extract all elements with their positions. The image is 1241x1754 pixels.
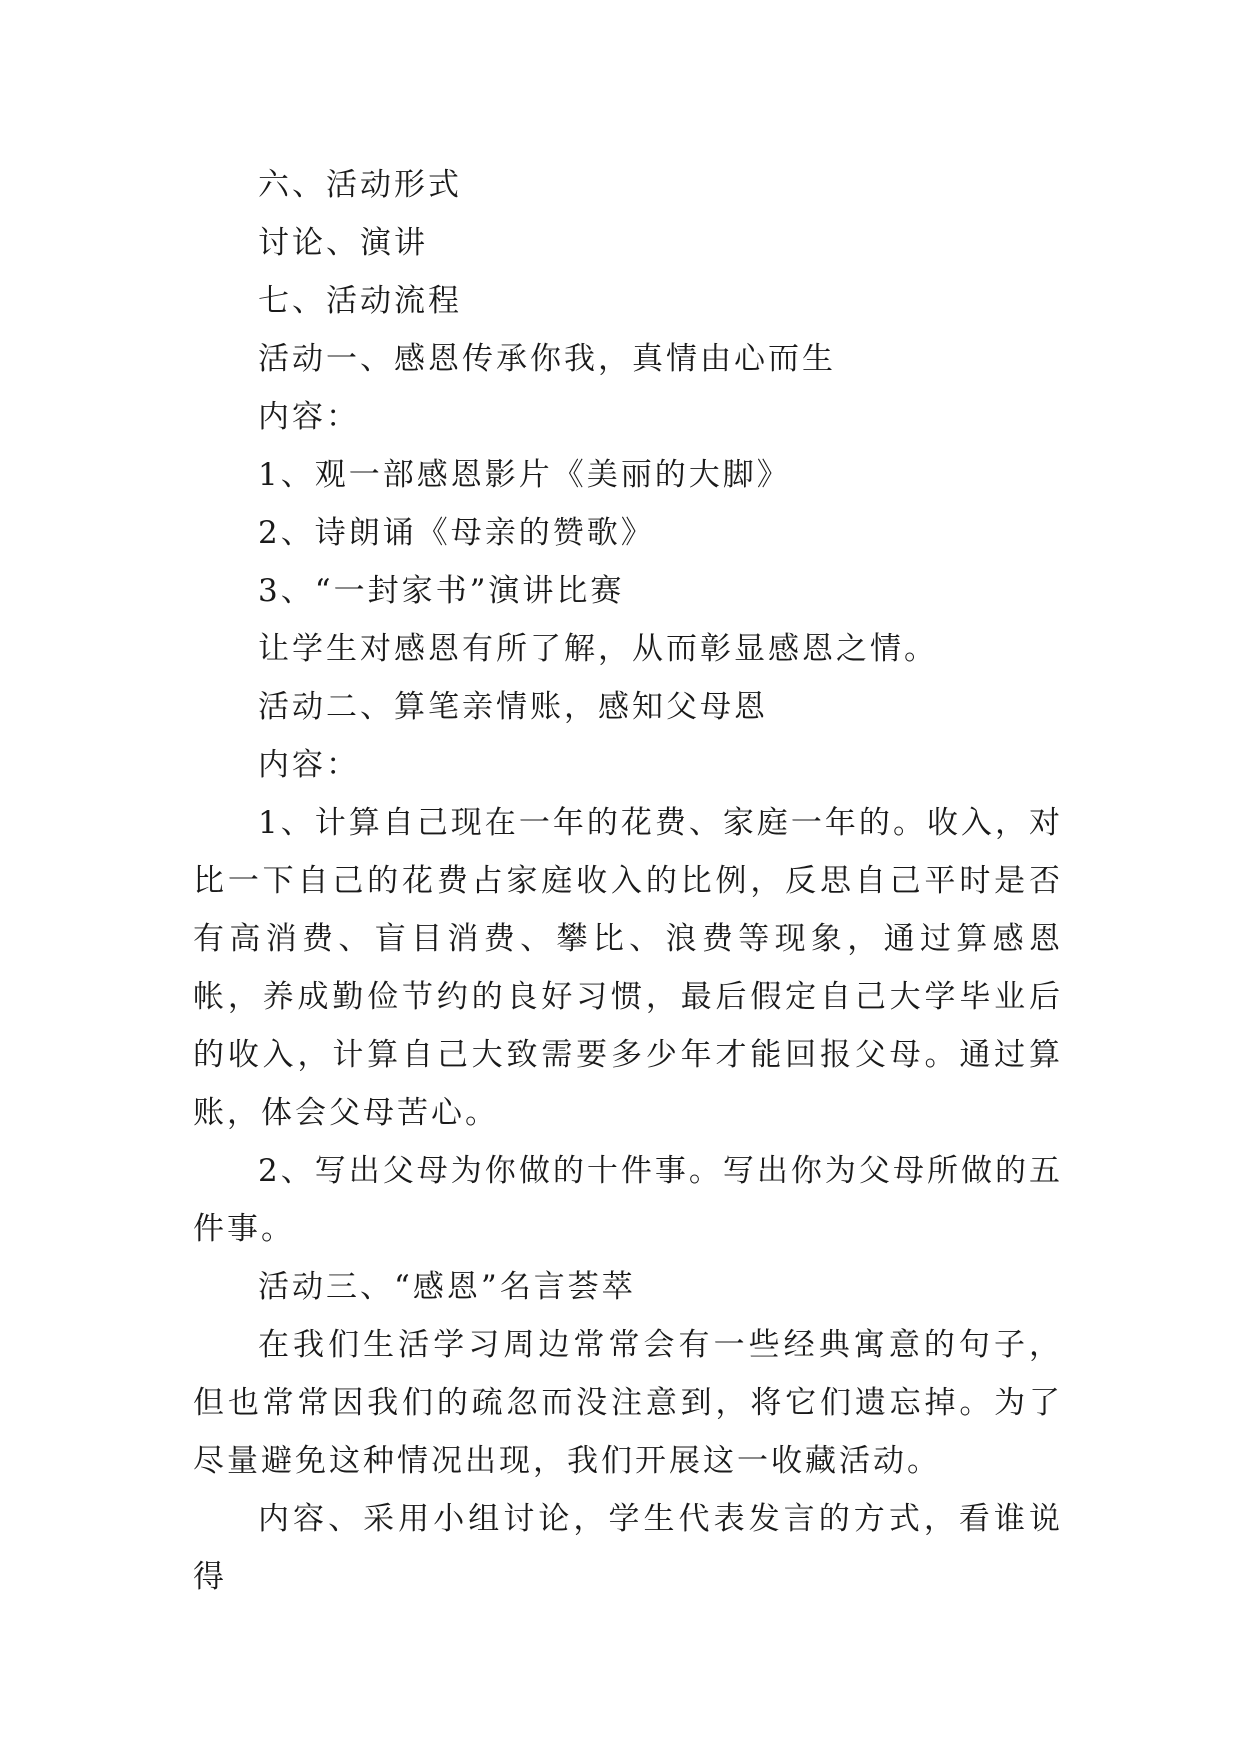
heading-activity-two: 活动二、算笔亲情账，感知父母恩 — [258, 689, 768, 725]
list-item: 1、计算自己现在一年的花费、家庭一年的。收入，对比一下自己的花费占家庭收入的比例，反思自己平时是否有高消费、盲目消费、攀比、浪费等现象，通过算感恩帐，养成勤俭节约的良好习惯，最后假定自己大学毕业后的收入，计算自己大致需要多少年才能回报父母。通过算账，体会父母苦心。 — [193, 805, 1063, 1131]
heading-activity-three: 活动三、“感恩”名言荟萃 — [258, 1269, 636, 1305]
paragraph-form-detail: 讨论、演讲 — [258, 225, 428, 261]
heading-activity-one: 活动一、感恩传承你我，真情由心而生 — [258, 341, 836, 377]
heading-activity-form: 六、活动形式 — [258, 167, 462, 203]
paragraph-body: 在我们生活学习周边常常会有一些经典寓意的句子，但也常常因我们的疏忽而没注意到，将它们遗忘掉。为了尽量避免这种情况出现，我们开展这一收藏活动。 — [193, 1327, 1063, 1479]
list-item: 2、写出父母为你做的十件事。写出你为父母所做的五件事。 — [193, 1153, 1063, 1247]
label-content: 内容： — [258, 399, 360, 435]
list-item: 2、诗朗诵《母亲的赞歌》 — [258, 515, 655, 551]
paragraph-purpose: 让学生对感恩有所了解，从而彰显感恩之情。 — [258, 631, 938, 667]
heading-activity-process: 七、活动流程 — [258, 283, 462, 319]
list-item: 3、“一封家书”演讲比赛 — [258, 573, 625, 609]
list-item: 1、观一部感恩影片《美丽的大脚》 — [258, 457, 791, 493]
paragraph-body: 内容、采用小组讨论，学生代表发言的方式，看谁说得 — [193, 1501, 1063, 1595]
document-body — [193, 156, 1063, 1606]
label-content: 内容： — [258, 747, 360, 783]
